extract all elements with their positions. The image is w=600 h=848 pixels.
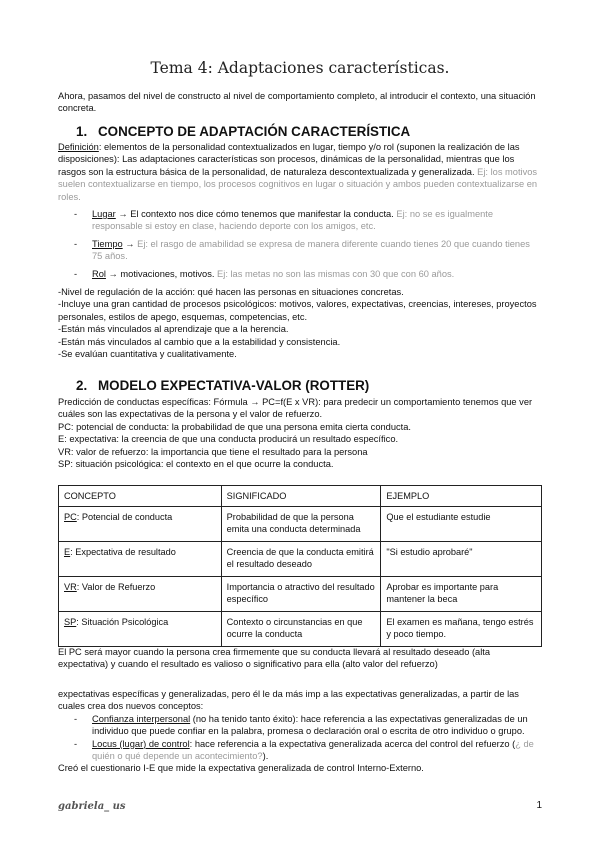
section-2-heading [76, 378, 369, 394]
list-item [58, 238, 542, 263]
table-row [59, 542, 542, 577]
list-item [58, 713, 542, 738]
context-list [58, 208, 542, 285]
table-cell: El examen es mañana, tengo estrés y poco tiempo. [381, 612, 542, 647]
table-header-cell: SIGNIFICADO [221, 486, 381, 507]
list-item-example: Ej: no se es igualmente responsable si estoy en clase, haciendo deporte con los amigos, etc. [92, 209, 494, 232]
concept-table [58, 485, 542, 647]
list-item-label: Rol [92, 268, 106, 279]
author-signature: gabriela_ us [58, 801, 126, 812]
list-item-text: : hace referencia a la expectativa generalizada acerca del control del refuerzo ( [189, 738, 516, 749]
list-item-label: Lugar [92, 209, 116, 219]
page-number: 1 [536, 800, 542, 811]
note-line: -Nivel de regulación de la acción: qué hacen las personas en situaciones concretas. [58, 287, 404, 297]
table-cell: "Si estudio aprobaré" [381, 542, 542, 577]
after-table-paragraph: El PC será mayor cuando la persona crea firmemente que su conducta llevará al resultado deseado (alta expectativa) y cuando el resultado es valioso o significativo para ella (alto valor del refuerzo) [58, 647, 491, 670]
definition-example: Ej: los motivos suelen contextualizarse en tiempo, los procesos cognitivos en lugar o situación y ambos pueden contextualizarse en roles. [58, 166, 538, 202]
concept-abbr: PC [64, 512, 77, 522]
table-cell [59, 507, 222, 542]
concept-abbr: E [64, 547, 71, 557]
expectations-closing: Creó el cuestionario I-E que mide la expectativa generalizada de control Interno-Externo. [58, 763, 424, 774]
definition-text: : elementos de la personalidad contextualizados en lugar, tiempo y/o rol (suponen la realización de las disposiciones): Las adaptaciones características son procesos, dinámicas de la personalidad, mientras que los rasgos son la estructura básica de la personalidad, de naturaleza descontextualizada y generalizada. [58, 142, 520, 177]
list-item [58, 738, 542, 763]
list-item-text: El contexto nos dice cómo tenemos que manifestar la conducta. [130, 209, 394, 219]
concept-name: : Expectativa de resultado [70, 547, 176, 557]
expectations-intro: expectativas específicas y generalizadas, pero él le da más imp a las expectativas generalizadas, a partir de las cuales crea dos nuevos conceptos: [58, 689, 519, 712]
list-item-label: Tiempo [92, 238, 123, 249]
arrow-icon: → [122, 238, 138, 249]
rotter-line: PC: potencial de conducta: la probabilidad de que una persona emita cierta conducta. [58, 421, 412, 432]
list-item-example: Ej: las metas no son las mismas con 30 que con 60 años. [214, 268, 455, 279]
table-header-cell: CONCEPTO [59, 486, 222, 507]
table-cell: Aprobar es importante para mantener la beca [381, 577, 542, 612]
concept-abbr: SP [64, 617, 77, 627]
list-item-example: Ej: el rasgo de amabilidad se expresa de manera diferente cuando tienes 20 que cuando tienes 75 años. [92, 238, 530, 262]
table-cell: Creencia de que la conducta emitirá el resultado deseado [221, 542, 381, 577]
table-header-row [59, 486, 542, 507]
rotter-definitions [58, 396, 542, 470]
list-item-text: motivaciones, motivos. [120, 268, 215, 279]
intro-paragraph: Ahora, pasamos del nivel de constructo al nivel de comportamiento completo, al introducir el contexto, una situación concreta. [58, 91, 536, 114]
list-item [58, 208, 542, 233]
list-item-text: (no ha tenido tanto éxito): hace referencia a las expectativas generalizadas de un individuo que puede confiar en la palabra, promesa o declaración oral o escrita de otro individuo o grupo. [92, 713, 528, 737]
list-item-tail: ). [262, 751, 269, 762]
table-cell [59, 612, 222, 647]
list-item-label: Locus (lugar) de control [92, 738, 190, 749]
characteristics-notes [58, 286, 542, 360]
section-1-heading [76, 124, 410, 140]
table-cell: Que el estudiante estudie [381, 507, 542, 542]
table-cell: Probabilidad de que la persona emita una conducta determinada [221, 507, 381, 542]
arrow-icon: → [115, 209, 131, 219]
list-item-example: ¿ de quién o qué depende un acontecimiento? [92, 738, 534, 762]
table-row [59, 507, 542, 542]
concept-name: : Situación Psicológica [76, 617, 169, 627]
page-title: Tema 4: Adaptaciones características. [150, 59, 450, 77]
page-footer [58, 800, 542, 813]
definition-label: Definición [58, 142, 99, 152]
table-row [59, 612, 542, 647]
definition-paragraph [58, 141, 542, 203]
list-item-label: Confianza interpersonal [92, 713, 191, 724]
table-cell: Importancia o atractivo del resultado específico [221, 577, 381, 612]
section-2-number: 2. [76, 378, 88, 393]
table-header-cell: EJEMPLO [381, 486, 542, 507]
rotter-line: Predicción de conductas específicas: Fórmula → PC=f(E x VR): para predecir un comportamiento tenemos que ver cuáles son las expectativas de la persona y el valor de refuerzo. [58, 397, 533, 420]
concept-name: : Potencial de conducta [76, 512, 173, 522]
concept-name: : Valor de Refuerzo [76, 582, 156, 592]
section-2-title: MODELO EXPECTATIVA-VALOR (ROTTER) [98, 378, 370, 393]
note-line: -Incluye una gran cantidad de procesos psicológicos: motivos, valores, expectativas, creencias, intereses, proyectos personales, estilos de apego, esquemas, competencias, etc. [58, 299, 537, 322]
section-1-title: CONCEPTO DE ADAPTACIÓN CARACTERÍSTICA [98, 124, 411, 139]
arrow-icon: → [105, 268, 121, 279]
section-1-number: 1. [76, 124, 88, 139]
list-item [58, 268, 542, 280]
table-cell [59, 577, 222, 612]
expectations-section [58, 688, 542, 775]
rotter-line: VR: valor de refuerzo: la importancia que tiene el resultado para la persona [58, 446, 368, 457]
table-cell: Contexto o circunstancias en que ocurre la conducta [221, 612, 381, 647]
table-row [59, 577, 542, 612]
rotter-line: E: expectativa: la creencia de que una conducta producirá un resultado específico. [58, 434, 399, 445]
concept-abbr: VR [64, 582, 77, 592]
note-line: -Están más vinculados al aprendizaje que a la herencia. [58, 324, 289, 335]
table-cell [59, 542, 222, 577]
rotter-line: SP: situación psicológica: el contexto en el que ocurre la conducta. [58, 459, 334, 470]
expectations-list [58, 713, 542, 763]
note-line: -Se evalúan cuantitativa y cualitativamente. [58, 349, 237, 360]
note-line: -Están más vinculados al cambio que a la estabilidad y consistencia. [58, 336, 341, 347]
